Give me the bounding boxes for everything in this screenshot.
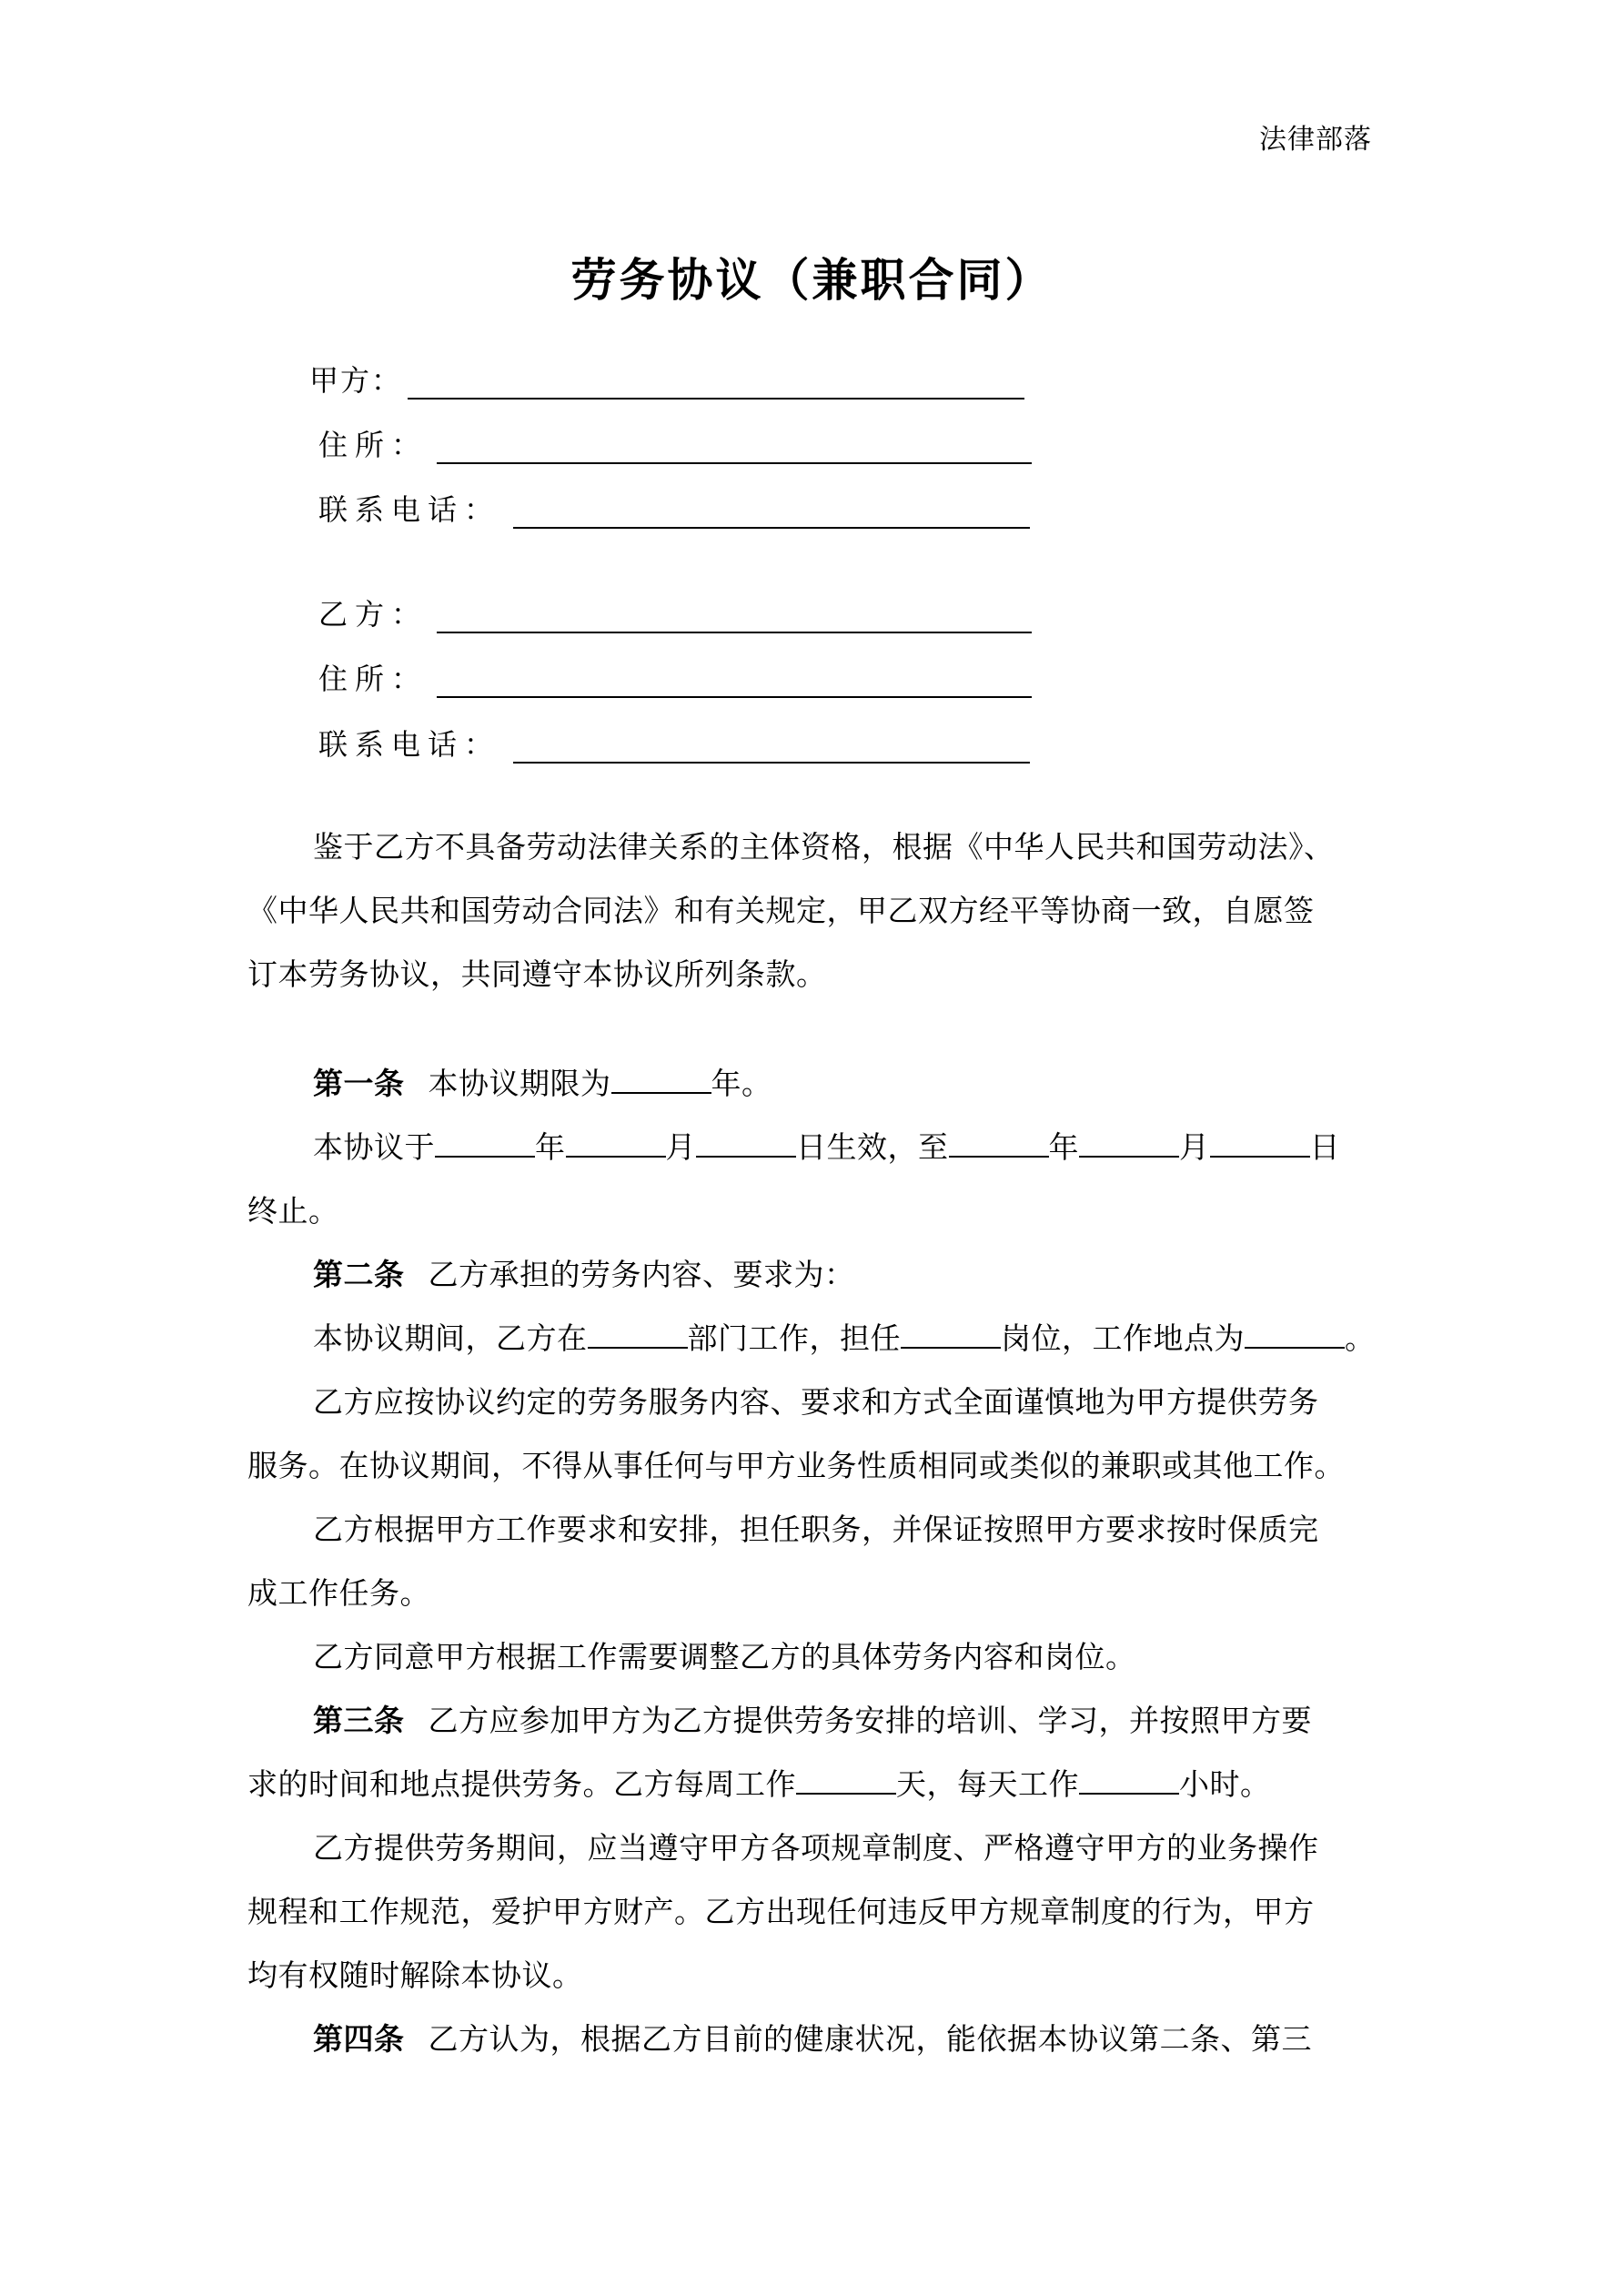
party-b-name-label: 乙方：: [318, 597, 429, 632]
party-a-name-row: [309, 359, 1024, 400]
article-4: [247, 2008, 1385, 2071]
hours-per-day-blank[interactable]: [1079, 1767, 1179, 1795]
article-3-label: 第三条: [313, 1703, 405, 1738]
end-month-blank[interactable]: [1079, 1130, 1179, 1158]
header-brand: 法律部落: [1259, 124, 1372, 156]
position-text: 本协议期间，乙方在: [313, 1320, 588, 1356]
preamble-line: 鉴于乙方不具备劳动法律关系的主体资格，根据《中华人民共和国劳动法》、: [313, 829, 1335, 865]
party-a-address-row: [318, 424, 1032, 464]
document-title: 劳务协议（兼职合同）: [570, 253, 1054, 307]
dates-text: 日生效，至: [796, 1129, 949, 1165]
article-3-hours-line: [247, 1753, 1385, 1816]
start-day-blank[interactable]: [696, 1130, 796, 1158]
article-3: [247, 1689, 1385, 2008]
dates-text: 月: [1179, 1129, 1210, 1165]
party-a-name-field[interactable]: [408, 365, 1024, 400]
article-2-line: 成工作任务。: [247, 1575, 430, 1611]
article-3-line: 规程和工作规范，爱护甲方财产。乙方出现任何违反甲方规章制度的行为，甲方: [247, 1894, 1315, 1929]
end-day-blank[interactable]: [1210, 1130, 1310, 1158]
hours-text: 小时。: [1179, 1766, 1271, 1802]
article-4-text: 乙方认为，根据乙方目前的健康状况，能依据本协议第二条、第三: [428, 2021, 1312, 2057]
work-location-blank[interactable]: [1245, 1321, 1345, 1349]
article-1-label: 第一条: [313, 1066, 405, 1101]
party-a-name-label: 甲方：: [309, 363, 403, 398]
article-2-line: 乙方同意甲方根据工作需要调整乙方的具体劳务内容和岗位。: [313, 1639, 1136, 1674]
party-a-address-label: 住所：: [318, 428, 429, 462]
article-2-line: 乙方根据甲方工作要求和安排，担任职务，并保证按照甲方要求按时保质完: [313, 1512, 1319, 1547]
position-text: 。: [1345, 1320, 1376, 1356]
article-2-label: 第二条: [313, 1257, 405, 1292]
party-b-phone-row: [318, 723, 1030, 764]
preamble: [247, 815, 1385, 1006]
department-blank[interactable]: [588, 1321, 688, 1349]
article-2: [247, 1243, 1385, 1689]
article-3-line: [247, 1689, 1385, 1753]
position-text: 部门工作，担任: [687, 1320, 901, 1356]
article-2-line: 乙方应按协议约定的劳务服务内容、要求和方式全面谨慎地为甲方提供劳务: [313, 1384, 1319, 1420]
article-1-text: 本协议期限为: [428, 1066, 611, 1101]
article-2-line: 服务。在协议期间，不得从事任何与甲方业务性质相同或类似的兼职或其他工作。: [247, 1448, 1345, 1483]
preamble-line: 订本劳务协议，共同遵守本协议所列条款。: [247, 956, 827, 992]
article-1: [247, 1052, 1385, 1243]
dates-text: 年: [535, 1129, 566, 1165]
party-a-phone-row: [318, 489, 1030, 529]
article-3-line: 乙方提供劳务期间，应当遵守甲方各项规章制度、严格遵守甲方的业务操作: [313, 1830, 1319, 1866]
party-a-address-field[interactable]: [437, 430, 1032, 464]
dates-text: 月: [665, 1129, 696, 1165]
hours-text: 天，每天工作: [896, 1766, 1079, 1802]
article-3-text: 乙方应参加甲方为乙方提供劳务安排的培训、学习，并按照甲方要: [428, 1703, 1312, 1738]
term-years-blank[interactable]: [611, 1067, 711, 1094]
post-blank[interactable]: [901, 1321, 1001, 1349]
dates-text: 日: [1309, 1129, 1340, 1165]
party-a-phone-field[interactable]: [513, 494, 1030, 529]
party-a-phone-label: 联系电话：: [318, 492, 501, 527]
dates-text: 本协议于: [313, 1129, 435, 1165]
article-1-text: 年。: [711, 1066, 772, 1101]
article-2-text: 乙方承担的劳务内容、要求为：: [428, 1257, 855, 1292]
party-b-address-label: 住所：: [318, 662, 429, 696]
article-3-line: 均有权随时解除本协议。: [247, 1957, 583, 1993]
party-b-phone-field[interactable]: [513, 729, 1030, 764]
article-4-line: [247, 2008, 1385, 2071]
position-text: 岗位，工作地点为: [1001, 1320, 1245, 1356]
preamble-line: 《中华人民共和国劳动合同法》和有关规定，甲乙双方经平等协商一致，自愿签: [247, 893, 1315, 928]
days-per-week-blank[interactable]: [796, 1767, 896, 1795]
party-b-address-field[interactable]: [437, 663, 1032, 698]
party-b-name-field[interactable]: [437, 599, 1032, 633]
article-2-position-line: [247, 1307, 1385, 1371]
article-1-end-line: 终止。: [247, 1193, 339, 1229]
article-1-line: [247, 1052, 1385, 1116]
start-month-blank[interactable]: [566, 1130, 666, 1158]
dates-text: 年: [1048, 1129, 1079, 1165]
hours-text: 求的时间和地点提供劳务。乙方每周工作: [247, 1766, 796, 1802]
party-b-name-row: [318, 593, 1032, 633]
article-2-line: [247, 1243, 1385, 1307]
party-b-address-row: [318, 658, 1032, 698]
end-year-blank[interactable]: [949, 1130, 1049, 1158]
article-4-label: 第四条: [313, 2021, 405, 2057]
article-1-dates-line: [247, 1116, 1385, 1179]
start-year-blank[interactable]: [435, 1130, 535, 1158]
party-b-phone-label: 联系电话：: [318, 727, 501, 762]
